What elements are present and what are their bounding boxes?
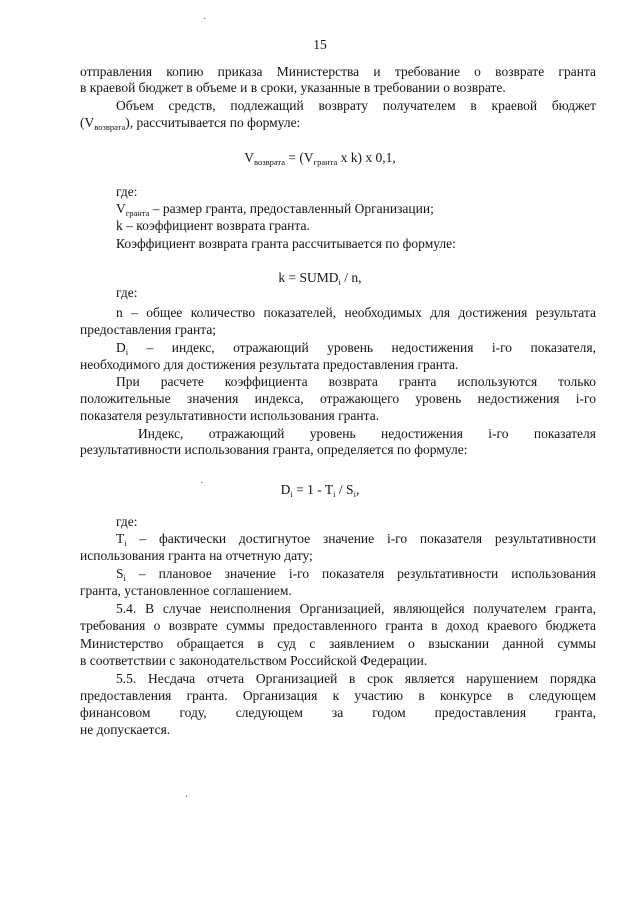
paragraph-line: предоставления гранта. Организация к участию в конкурсе в следующем xyxy=(80,688,596,703)
formula-d: $D_i = 1 - T_i / S_i$, xyxy=(280,482,360,499)
definition-line: Коэффициент возврата гранта рассчитывается по формуле: xyxy=(116,236,456,251)
paragraph-line: 5.5. Несдача отчета Организацией в срок является нарушением порядка xyxy=(116,671,596,686)
definition-line: необходимого для достижения результата предоставления гранта. xyxy=(80,357,459,372)
paragraph-line: При расчете коэффициента возврата гранта используются только xyxy=(116,374,596,389)
paragraph-line: отправления копию приказа Министерства и требование о возврате гранта xyxy=(80,64,596,79)
paragraph-line: не допускается. xyxy=(80,722,171,737)
definition-line: $S_i$ – плановое значение i-го показателя результативности использования xyxy=(116,566,596,583)
definition-line: использования гранта на отчетную дату; xyxy=(80,548,313,563)
paragraph-line: Индекс, отражающий уровень недостижения i-го показателя xyxy=(138,426,596,441)
paragraph-line: положительные значения индекса, отражающего уровень недостижения i-го xyxy=(80,391,596,406)
page-number: 15 xyxy=(313,37,327,52)
paragraph-line: Министерство обращается в суд с заявлением о взыскании данной суммы xyxy=(80,636,596,651)
paragraph-line: финансовом году, следующем за годом предоставления гранта, xyxy=(80,705,596,720)
paragraph-line: 5.4. В случае неисполнения Организацией, являющейся получателем гранта, xyxy=(116,601,596,616)
where-label: где: xyxy=(116,285,138,300)
where-label: где: xyxy=(116,514,138,529)
scan-speck: · xyxy=(203,14,207,25)
definition-line: k – коэффициент возврата гранта. xyxy=(116,218,310,233)
definition-line: n – общее количество показателей, необходимых для достижения результата xyxy=(116,305,596,320)
definition-line: $V_{гранта}$ – размер гранта, предоставленный Организации; xyxy=(116,201,434,218)
definition-line: гранта, установленное соглашением. xyxy=(80,583,292,598)
scan-speck: · xyxy=(200,478,204,489)
formula-v-return: $V_{возврата} = (V_{гранта}$ x k) x 0,1, xyxy=(244,150,396,167)
definition-line: предоставления гранта; xyxy=(80,322,217,337)
paragraph-line: требования о возврате суммы предоставленного гранта в доход краевого бюджета xyxy=(80,618,596,633)
definition-line: $D_i$ – индекс, отражающий уровень недостижения i-го показателя, xyxy=(116,340,596,357)
formula-k: $k = SUMD_i / n$, xyxy=(278,270,362,287)
paragraph-line: показателя результативности использования гранта. xyxy=(80,408,380,423)
definition-line: $T_i$ – фактически достигнутое значение i-го показателя результативности xyxy=(116,531,596,548)
paragraph-line: результативности использования гранта, определяется по формуле: xyxy=(80,442,468,457)
paragraph-line: $(V_{возврата})$, рассчитывается по формуле: xyxy=(80,115,301,132)
where-label: где: xyxy=(116,184,138,199)
paragraph-line: в соответствии с законодательством Российской Федерации. xyxy=(80,653,428,668)
scan-speck: · xyxy=(185,792,189,803)
paragraph-line: в краевой бюджет в объеме и в сроки, указанные в требовании о возврате. xyxy=(80,80,506,95)
paragraph-line: Объем средств, подлежащий возврату получателем в краевой бюджет xyxy=(116,98,596,113)
